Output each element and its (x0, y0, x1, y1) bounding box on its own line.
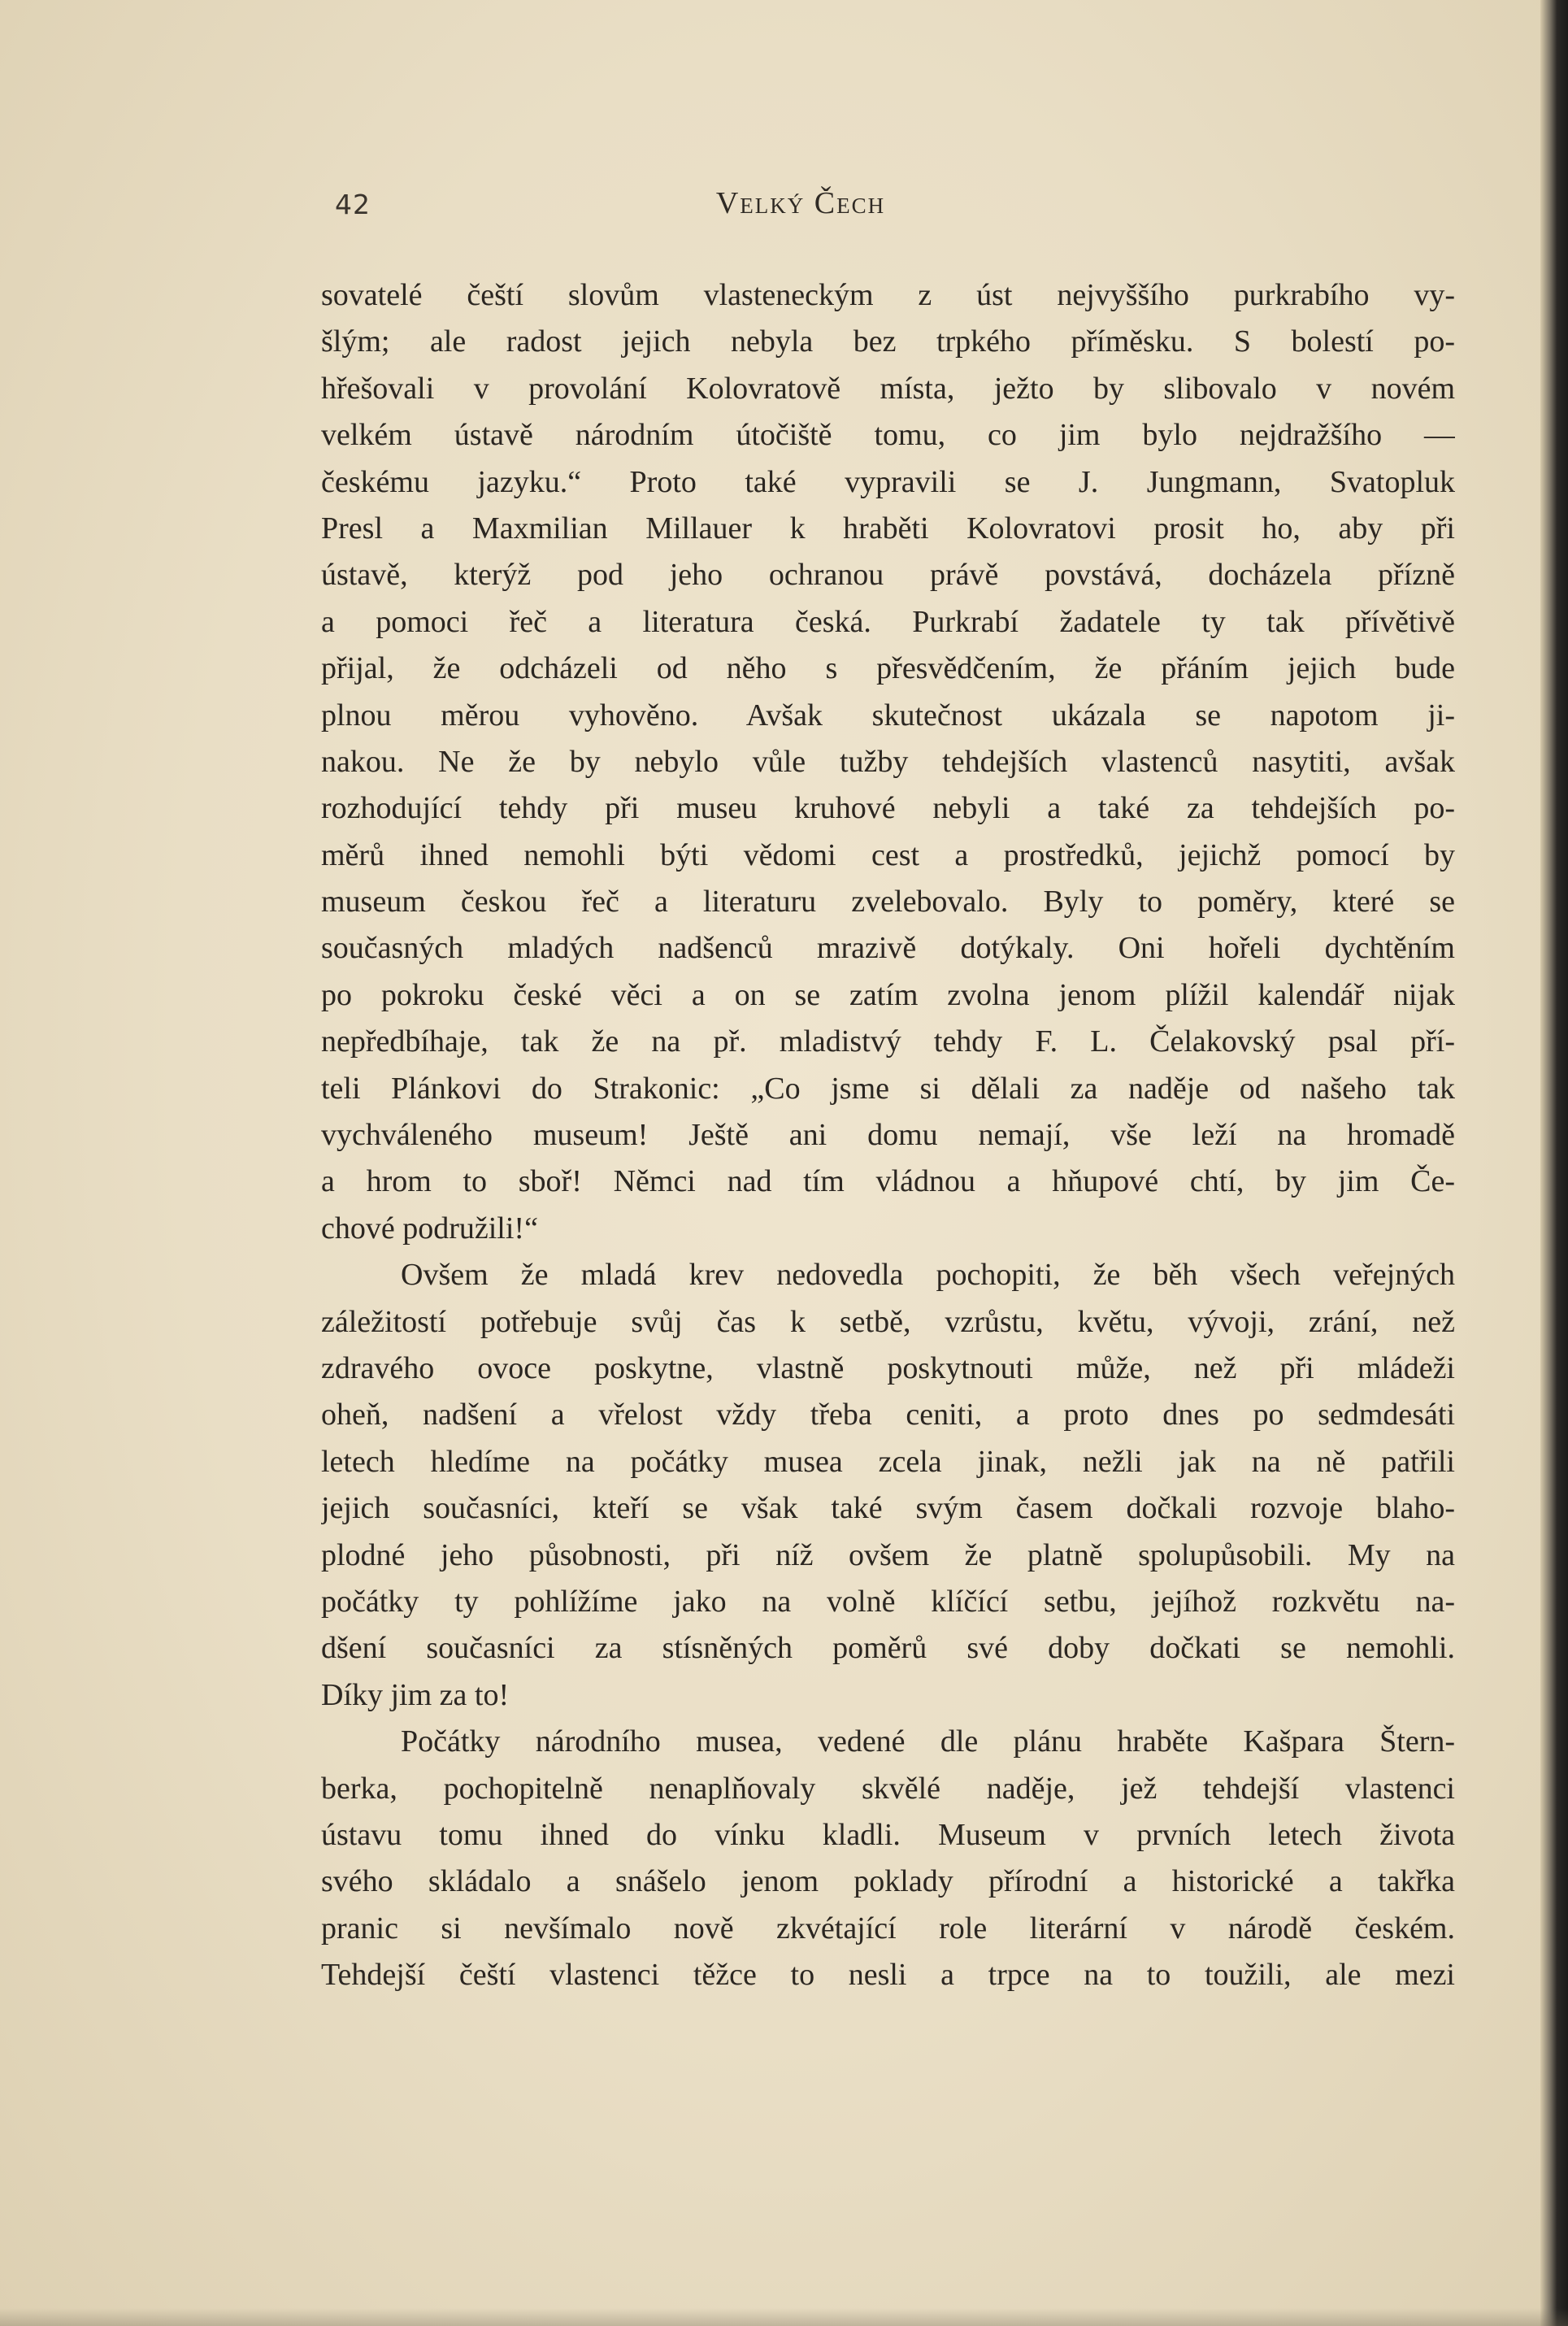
text-line-paragraph-start: Počátky národního musea, vedené dle plánu hraběte Kašpara Štern- (401, 1724, 1455, 1759)
text-line: ústavě, kterýž pod jeho ochranou právě povstává, docházela přízně (321, 558, 1455, 593)
text-line: jejich současníci, kteří se však také svým časem dočkali rozvoje blaho- (321, 1491, 1455, 1526)
text-line: záležitostí potřebuje svůj čas k setbě, vzrůstu, květu, vývoji, zrání, než (321, 1304, 1455, 1339)
text-line: českému jazyku.“ Proto také vypravili se J. Jungmann, Svatopluk (321, 464, 1455, 499)
text-line: plodné jeho působnosti, při níž ovšem že platně spolupůsobili. My na (321, 1537, 1455, 1572)
body-text (321, 272, 1455, 1998)
text-line: pranic si nevšímalo nově zkvétající role literární v národě českém. (321, 1911, 1455, 1946)
text-line: sovatelé čeští slovům vlasteneckým z úst nejvyššího purkrabího vy- (321, 278, 1455, 312)
text-line-paragraph-start: Ovšem že mladá krev nedovedla pochopiti, že běh všech veřejných (401, 1258, 1455, 1293)
text-line: současných mladých nadšenců mrazivě dotýkaly. Oni hořeli dychtěním (321, 931, 1455, 966)
text-line: nakou. Ne že by nebylo vůle tužby tehdejších vlastenců nasytiti, avšak (321, 744, 1455, 779)
text-line: dšení současníci za stísněných poměrů své doby dočkati se nemohli. (321, 1631, 1455, 1666)
text-line: ústavu tomu ihned do vínku kladli. Museum v prvních letech života (321, 1817, 1455, 1852)
book-spine-shadow (1540, 0, 1568, 2326)
text-line: počátky ty pohlížíme jako na volně klíčící setbu, jejíhož rozkvětu na- (321, 1584, 1455, 1619)
text-line: velkém ústavě národním útočiště tomu, co jim bylo nejdražšího — (321, 418, 1455, 453)
text-line: po pokroku české věci a on se zatím zvolna jenom plížil kalendář nijak (321, 977, 1455, 1012)
text-line-paragraph-end: chové podružili!“ (321, 1211, 538, 1246)
running-title: Velký Čech (715, 186, 886, 220)
text-line: letech hledíme na počátky musea zcela jinak, nežli jak na ně patřili (321, 1444, 1455, 1479)
text-line: museum českou řeč a literaturu zvelebovalo. Byly to poměry, které se (321, 885, 1455, 920)
text-line: přijal, že odcházeli od něho s přesvědčením, že přáním jejich bude (321, 651, 1455, 686)
text-line: plnou měrou vyhověno. Avšak skutečnost ukázala se napotom ji- (321, 698, 1455, 733)
text-line: Presl a Maxmilian Millauer k hraběti Kolovratovi prosit ho, aby při (321, 511, 1455, 546)
text-line: a pomoci řeč a literatura česká. Purkrabí žadatele ty tak přívětivě (321, 604, 1455, 639)
text-line: teli Plánkovi do Strakonic: „Co jsme si dělali za naděje od našeho tak (321, 1071, 1455, 1106)
text-line: Tehdejší čeští vlastenci těžce to nesli a trpce na to toužili, ale mezi (321, 1958, 1455, 1993)
text-line: nepředbíhaje, tak že na př. mladistvý tehdy F. L. Čelakovský psal pří- (321, 1024, 1455, 1059)
page-number: 42 (335, 189, 371, 220)
text-line: a hrom to sboř! Němci nad tím vládnou a hňupové chtí, by jim Če- (321, 1164, 1455, 1199)
text-line: oheň, nadšení a vřelost vždy třeba ceniti, a proto dnes po sedmdesáti (321, 1398, 1455, 1433)
text-line: rozhodující tehdy při museu kruhové nebyli a také za tehdejších po- (321, 791, 1455, 826)
text-line-paragraph-end: Díky jim za to! (321, 1677, 510, 1712)
text-line: měrů ihned nemohli býti vědomi cest a prostředků, jejichž pomocí by (321, 837, 1455, 872)
page-bottom-shadow (0, 2308, 1568, 2326)
text-line: šlým; ale radost jejich nebyla bez trpkého příměsku. S bolestí po- (321, 324, 1455, 359)
text-line: zdravého ovoce poskytne, vlastně poskytnouti může, než při mládeži (321, 1350, 1455, 1385)
text-line: svého skládalo a snášelo jenom poklady přírodní a historické a takřka (321, 1864, 1455, 1899)
text-line: hřešovali v provolání Kolovratově místa, ježto by slibovalo v novém (321, 371, 1455, 406)
text-line: vychváleného museum! Ještě ani domu nemají, vše leží na hromadě (321, 1118, 1455, 1153)
text-line: berka, pochopitelně nenaplňovaly skvělé naděje, jež tehdejší vlastenci (321, 1771, 1455, 1806)
